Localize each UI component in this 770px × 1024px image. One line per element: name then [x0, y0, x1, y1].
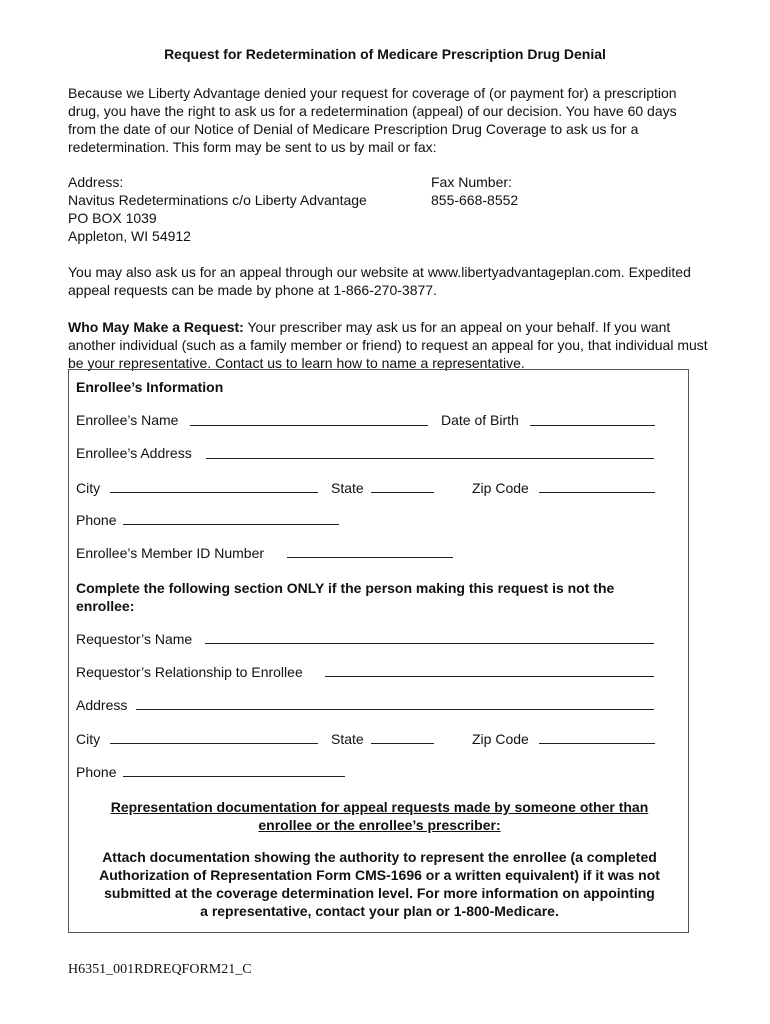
- requestor-heading: Complete the following section ONLY if the person making this request is not the enrollee:: [76, 580, 615, 614]
- member-id-label: Enrollee’s Member ID Number: [76, 545, 265, 561]
- representation-heading: [70, 798, 689, 834]
- representation-body-line3: submitted at the coverage determination level. For more information on appointing: [104, 885, 655, 901]
- dob-field[interactable]: [530, 425, 655, 426]
- mailing-address: [68, 173, 367, 245]
- form-title: Request for Redetermination of Medicare Prescription Drug Denial: [164, 46, 606, 62]
- enrollee-city-field[interactable]: [110, 492, 318, 493]
- fax-info: [431, 173, 518, 209]
- address-line1: Navitus Redeterminations c/o Liberty Advantage: [68, 192, 367, 208]
- dob-label: Date of Birth: [441, 412, 519, 428]
- enrollee-zip-label: Zip Code: [472, 480, 529, 496]
- form-code: H6351_001RDREQFORM21_C: [68, 962, 252, 977]
- requestor-address-field[interactable]: [136, 709, 654, 710]
- requestor-city-field[interactable]: [110, 743, 318, 744]
- requestor-phone-field[interactable]: [123, 776, 345, 777]
- representation-body-line4: a representative, contact your plan or 1-800-Medicare.: [200, 903, 559, 919]
- representation-heading-line1: Representation documentation for appeal requests made by someone other than: [110, 799, 649, 815]
- requestor-phone-label: Phone: [76, 764, 117, 780]
- relationship-label: Requestor’s Relationship to Enrollee: [76, 664, 303, 680]
- who-may-request: [68, 318, 708, 372]
- requestor-city-label: City: [76, 731, 101, 747]
- who-may-text: Your prescriber may ask us for an appeal on your behalf. If you want another individual (such as a family member or friend) to request an appeal for you, that individual must be your representative. Contact us to learn how to name a representative.: [68, 319, 708, 371]
- enrollee-state-label: State: [331, 480, 364, 496]
- member-id-field[interactable]: [287, 557, 453, 558]
- fax-number: 855-668-8552: [431, 192, 519, 208]
- enrollee-name-label: Enrollee’s Name: [76, 412, 179, 428]
- requestor-zip-field[interactable]: [539, 743, 655, 744]
- representation-heading-line2: enrollee or the enrollee’s prescriber:: [258, 817, 501, 833]
- requestor-address-label: Address: [76, 697, 128, 713]
- address-label: Address:: [68, 174, 124, 190]
- requestor-name-field[interactable]: [205, 643, 654, 644]
- enrollee-name-field[interactable]: [190, 425, 428, 426]
- enrollee-zip-field[interactable]: [539, 492, 655, 493]
- fax-label: Fax Number:: [431, 174, 512, 190]
- enrollee-phone-field[interactable]: [123, 524, 339, 525]
- enrollee-city-label: City: [76, 480, 101, 496]
- relationship-field[interactable]: [325, 676, 654, 677]
- website-paragraph: You may also ask us for an appeal through our website at www.libertyadvantageplan.com. Expedited appeal requests can be made by phone at 1-866-270-3877.: [68, 264, 691, 298]
- enrollee-address-field[interactable]: [206, 458, 654, 459]
- representation-body-line1: Attach documentation showing the authority to represent the enrollee (a completed: [102, 849, 657, 865]
- enrollee-heading: Enrollee’s Information: [76, 379, 224, 395]
- enrollee-address-label: Enrollee’s Address: [76, 445, 192, 461]
- address-line2: PO BOX 1039: [68, 210, 157, 226]
- requestor-zip-label: Zip Code: [472, 731, 529, 747]
- requestor-name-label: Requestor’s Name: [76, 631, 193, 647]
- representation-body: [70, 848, 689, 920]
- who-may-heading: Who May Make a Request:: [68, 319, 244, 335]
- intro-paragraph: Because we Liberty Advantage denied your request for coverage of (or payment for) a prescription drug, you have the right to ask us for a redetermination (appeal) of our decision. You have 60 days from the date of our Notice of Denial of Medicare Prescription Drug Coverage to ask us for a redetermination. This form may be sent to us by mail or fax:: [68, 85, 677, 155]
- representation-body-line2: Authorization of Representation Form CMS-1696 or a written equivalent) if it was not: [99, 867, 660, 883]
- requestor-state-label: State: [331, 731, 364, 747]
- enrollee-phone-label: Phone: [76, 512, 117, 528]
- address-line3: Appleton, WI 54912: [68, 228, 191, 244]
- enrollee-state-field[interactable]: [371, 492, 434, 493]
- requestor-state-field[interactable]: [371, 743, 434, 744]
